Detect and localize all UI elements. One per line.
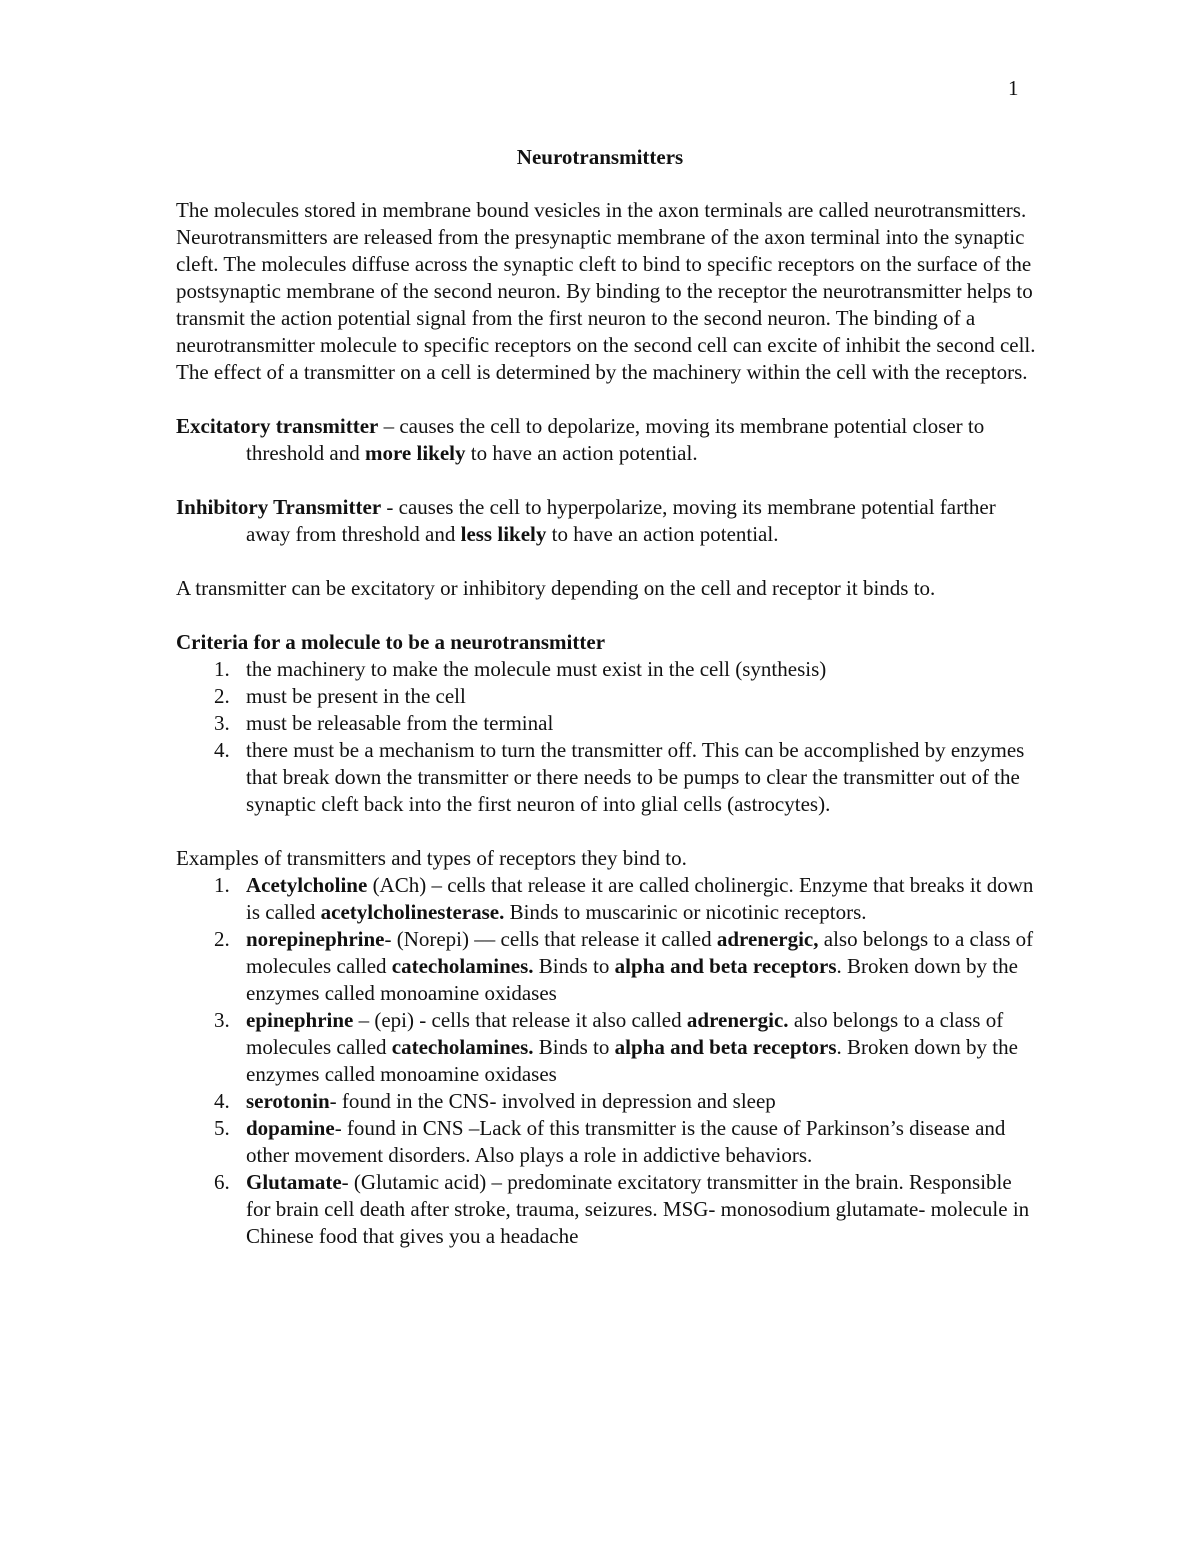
example-text: - found in the CNS- involved in depression and sleep [329,1089,776,1113]
excitatory-emphasis: more likely [364,441,466,465]
example-term: catecholamines. [391,954,534,978]
example-term: alpha and beta receptors [614,1035,837,1059]
criteria-item [176,710,1036,737]
example-text: Binds to [533,1035,615,1059]
example-text: Binds to [533,954,615,978]
list-number: 2. [214,684,230,708]
list-number: 3. [214,711,230,735]
example-item [176,1169,1036,1250]
example-term: catecholamines. [391,1035,534,1059]
example-term: dopamine [246,1116,335,1140]
criteria-item-text: the machinery to make the molecule must exist in the cell (synthesis) [246,657,827,681]
example-item [176,1007,1036,1088]
inhibitory-emphasis: less likely [460,522,547,546]
example-text: . Broken down by the enzymes called monoamine oxidases [246,1035,1018,1086]
example-text: also belongs to a class of molecules called [246,1008,1004,1059]
example-item [176,872,1036,926]
list-number: 1. [214,873,230,897]
excitatory-text-end: to have an action potential. [465,441,698,465]
list-number: 6. [214,1170,230,1194]
example-text: also belongs to a class of molecules called [246,927,1034,978]
page-number: 1 [1008,76,1019,100]
example-text: - (Glutamic acid) – predominate excitatory transmitter in the brain. Responsible for brain cell death after stroke, trauma, seizures. MSG- monosodium glutamate- molecule in Chinese food that gives you a headache [246,1170,1030,1248]
inhibitory-definition [176,494,1036,548]
example-item [176,926,1036,1007]
example-text: - (Norepi) –– cells that release it called [384,927,717,951]
example-item [176,1115,1036,1169]
list-number: 3. [214,1008,230,1032]
criteria-item [176,683,1036,710]
criteria-item-text: there must be a mechanism to turn the transmitter off. This can be accomplished by enzymes that break down the transmitter or there needs to be pumps to clear the transmitter out of the synaptic cleft back into the first neuron of into glial cells (astrocytes). [246,738,1025,816]
list-number: 5. [214,1116,230,1140]
example-text: (ACh) – cells that release it are called cholinergic. Enzyme that breaks it down is called [246,873,1034,924]
page-title: Neurotransmitters [516,145,684,169]
list-number: 1. [214,657,230,681]
example-term: Glutamate [246,1170,342,1194]
intro-paragraph: The molecules stored in membrane bound vesicles in the axon terminals are called neurotransmitters. Neurotransmitters are released from the presynaptic membrane of the axon terminal into the synaptic cleft. The molecules diffuse across the synaptic cleft to bind to specific receptors on the surface of the postsynaptic membrane of the second neuron. By binding to the receptor the neurotransmitter helps to transmit the action potential signal from the first neuron to the second neuron. The binding of a neurotransmitter molecule to specific receptors on the second cell can excite of inhibit the second cell. The effect of a transmitter on a cell is determined by the machinery within the cell with the receptors. [176,198,1036,384]
examples-list [176,872,1036,1250]
example-text: - found in CNS –Lack of this transmitter is the cause of Parkinson’s disease and other movement disorders. Also plays a role in addictive behaviors. [246,1116,1006,1167]
example-term: epinephrine [246,1008,354,1032]
example-term: adrenergic. [686,1008,789,1032]
inhibitory-term: Inhibitory Transmitter [176,495,382,519]
example-term: serotonin [246,1089,330,1113]
list-number: 2. [214,927,230,951]
excitatory-text: – causes the cell to depolarize, moving its membrane potential closer to threshold and [246,414,985,465]
example-item [176,1088,1036,1115]
criteria-heading-text: Criteria for a molecule to be a neurotransmitter [176,630,606,654]
example-term: adrenergic, [716,927,819,951]
examples-heading: Examples of transmitters and types of receptors they bind to. [176,846,687,870]
excitatory-definition [176,413,1036,467]
example-term: norepinephrine [246,927,385,951]
excitatory-term: Excitatory transmitter [176,414,379,438]
example-term: Acetylcholine [246,873,368,897]
document-body [176,197,1036,1250]
inhibitory-text-end: to have an action potential. [546,522,779,546]
list-number: 4. [214,1089,230,1113]
inhibitory-text: - causes the cell to hyperpolarize, moving its membrane potential farther away from threshold and [246,495,996,546]
example-text: – (epi) - cells that release it also called [353,1008,687,1032]
criteria-heading [176,629,1036,656]
example-term: acetylcholinesterase. [320,900,505,924]
example-text: . Broken down by the enzymes called monoamine oxidases [246,954,1018,1005]
criteria-list [176,656,1036,818]
example-text: Binds to muscarinic or nicotinic receptors. [504,900,867,924]
criteria-item-text: must be releasable from the terminal [246,711,554,735]
criteria-item-text: must be present in the cell [246,684,466,708]
list-number: 4. [214,738,230,762]
criteria-item [176,737,1036,818]
criteria-item [176,656,1036,683]
depends-paragraph: A transmitter can be excitatory or inhibitory depending on the cell and receptor it binds to. [176,576,936,600]
example-term: alpha and beta receptors [614,954,837,978]
